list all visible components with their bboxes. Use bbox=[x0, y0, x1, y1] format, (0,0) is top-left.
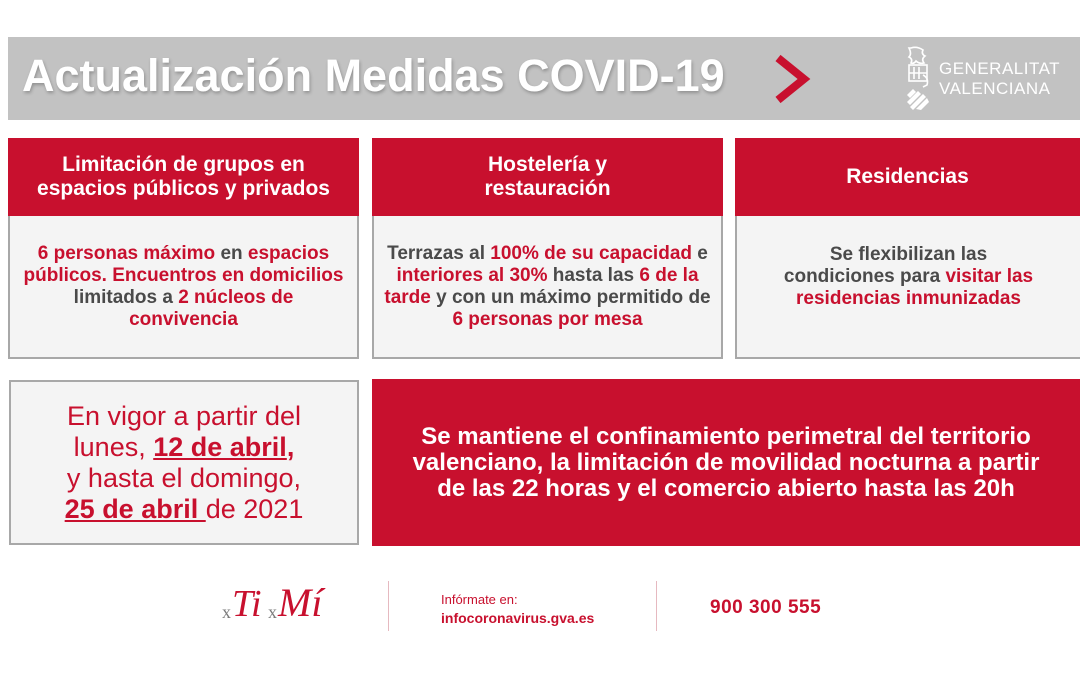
validity-line-2-prefix: lunes, bbox=[73, 431, 154, 462]
text-segment: hasta las bbox=[547, 264, 640, 286]
notice-text: Se mantiene el confinamiento perimetral del territorio valenciano, la limitación de movilidad nocturna a partir de las 22 horas y el comercio abierto hasta las 20h bbox=[412, 422, 1040, 502]
start-date-comma: , bbox=[286, 431, 295, 462]
chevron-right-icon bbox=[772, 54, 812, 104]
generalitat-wordmark bbox=[939, 59, 1060, 99]
restrictions-notice bbox=[372, 379, 1080, 546]
text-segment: espacios públicos. Encuentros en domicilios bbox=[23, 242, 344, 286]
validity-dates-box bbox=[9, 380, 359, 545]
phone-number[interactable]: 900 300 555 bbox=[710, 597, 822, 618]
start-date: 12 de abril bbox=[153, 431, 287, 462]
text-segment: y con un máximo permitido de bbox=[430, 286, 711, 308]
text-segment: Terrazas al bbox=[387, 242, 491, 264]
svg-text:Mí: Mí bbox=[278, 580, 323, 625]
info-url-link[interactable]: infocoronavirus.gva.es bbox=[441, 610, 595, 626]
text-segment: 2 núcleos de convivencia bbox=[129, 286, 294, 330]
validity-line-1: En vigor a partir del bbox=[66, 400, 302, 431]
logo-line-2: VALENCIANA bbox=[939, 79, 1051, 98]
info-label: Infórmate en: bbox=[441, 592, 518, 607]
text-segment: interiores al 30% bbox=[396, 264, 548, 286]
card-hospitality bbox=[372, 138, 723, 359]
page-title: Actualización Medidas COVID-19 bbox=[22, 50, 725, 101]
footer-divider bbox=[656, 581, 657, 631]
text-segment: limitados a bbox=[73, 286, 179, 308]
validity-text bbox=[65, 401, 304, 525]
card-group-limits bbox=[8, 138, 359, 359]
card-body bbox=[8, 216, 359, 359]
validity-line-3: y hasta el domingo, bbox=[66, 462, 302, 493]
text-segment: 6 personas por mesa bbox=[452, 308, 643, 330]
logo-line-1: GENERALITAT bbox=[939, 59, 1061, 78]
text-segment: en bbox=[215, 242, 248, 264]
card-text bbox=[20, 243, 347, 331]
text-segment: 100% de su capacidad bbox=[490, 242, 692, 264]
text-segment: 6 de la tarde bbox=[384, 264, 699, 308]
card-title: Residencias bbox=[735, 138, 1080, 216]
generalitat-valenciana-logo bbox=[903, 45, 1073, 113]
card-title: Limitación de grupos en espacios públicos y privados bbox=[8, 138, 359, 216]
end-date: 25 de abril bbox=[64, 493, 206, 524]
text-segment: visitar las residencias inmunizadas bbox=[796, 265, 1034, 309]
card-text bbox=[384, 243, 711, 331]
svg-text:Ti: Ti bbox=[232, 583, 262, 625]
xtiximi-logo-graphic bbox=[222, 578, 342, 628]
text-segment: e bbox=[692, 242, 708, 264]
card-residences bbox=[735, 138, 1080, 359]
footer-divider bbox=[388, 581, 389, 631]
card-body bbox=[735, 216, 1080, 359]
svg-text:x: x bbox=[222, 602, 231, 622]
text-segment: Se flexibilizan las condiciones para bbox=[783, 243, 988, 287]
generalitat-shield-icon bbox=[903, 45, 935, 113]
card-title: Hostelería y restauración bbox=[372, 138, 723, 216]
svg-text:x: x bbox=[268, 602, 277, 622]
card-text bbox=[773, 244, 1044, 310]
validity-year: de 2021 bbox=[205, 493, 304, 524]
text-segment: 6 personas máximo bbox=[37, 242, 216, 264]
xtiximi-logo-icon bbox=[222, 578, 342, 628]
card-body bbox=[372, 216, 723, 359]
